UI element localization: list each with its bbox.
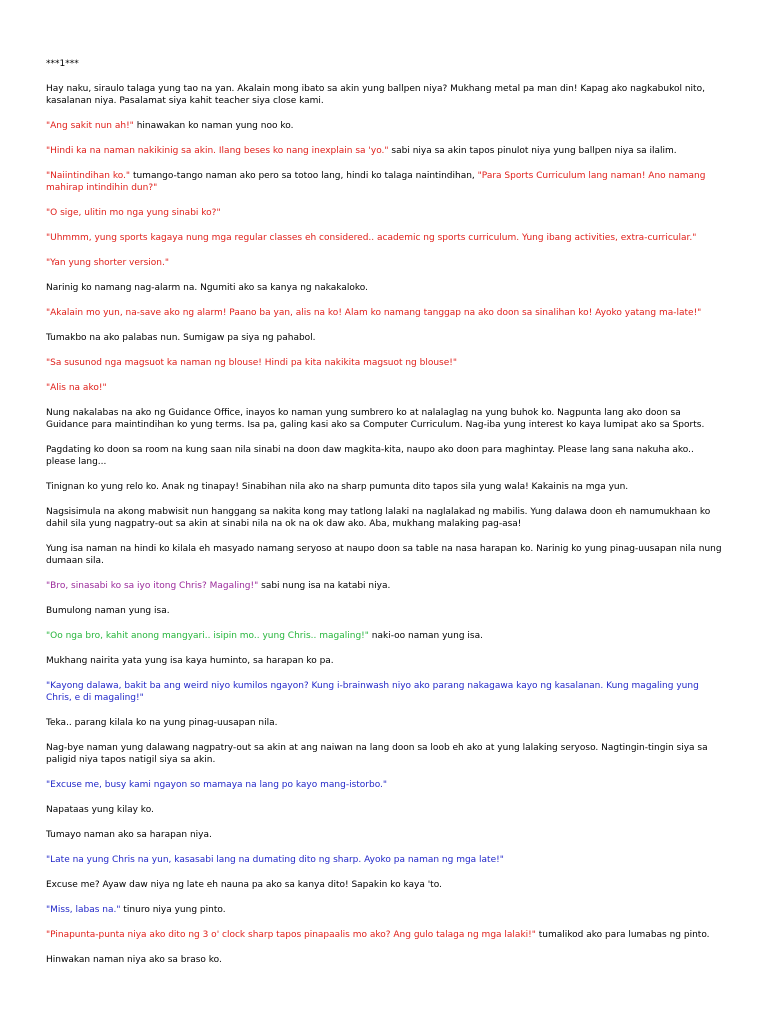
paragraph xyxy=(46,717,726,729)
dialogue-text: "Oo nga bro, kahit anong mangyari.. isipin mo.. yung Chris.. magaling!" xyxy=(46,631,369,641)
paragraph xyxy=(46,232,726,244)
paragraph xyxy=(46,580,726,592)
narration-text: tinuro niya yung pinto. xyxy=(120,905,226,915)
paragraph xyxy=(46,605,726,617)
paragraph xyxy=(46,207,726,219)
dialogue-text: "Bro, sinasabi ko sa iyo itong Chris? Magaling!" xyxy=(46,581,259,591)
dialogue-text: "Uhmmm, yung sports kagaya nung mga regular classes eh considered.. academic ng sports curriculum. Yung ibang activities, extra-curricular." xyxy=(46,233,697,243)
dialogue-text: "Miss, labas na." xyxy=(46,905,121,915)
narration-text: Napataas yung kilay ko. xyxy=(46,805,154,815)
narration-text: Nagsisimula na akong mabwisit nun hanggang sa nakita kong may tatlong lalaki na naglalakad ng mabilis. Yung dalawa doon eh namumukhaan ko dahil sila yung nagpatry-out sa akin at sinabi nila na ok na ok daw ako. Aba, mukhang malaking pag-asa! xyxy=(46,507,711,529)
paragraph xyxy=(46,357,726,369)
narration-text: Hinwakan naman niya ako sa braso ko. xyxy=(46,955,222,965)
paragraph xyxy=(46,954,726,966)
narration-text: tumalikod ako para lumabas ng pinto. xyxy=(535,930,710,940)
paragraph xyxy=(46,145,726,157)
dialogue-text: "O sige, ulitin mo nga yung sinabi ko?" xyxy=(46,208,221,218)
narration-text: Narinig ko namang nag-alarm na. Ngumiti ako sa kanya ng nakakaloko. xyxy=(46,283,368,293)
paragraph xyxy=(46,257,726,269)
dialogue-text: "Yan yung shorter version." xyxy=(46,258,169,268)
narration-text: tumango-tango naman ako pero sa totoo lang, hindi ko talaga naintindihan, xyxy=(130,171,478,181)
paragraph xyxy=(46,854,726,866)
narration-text: Bumulong naman yung isa. xyxy=(46,606,170,616)
dialogue-text: "Pinapunta-punta niya ako dito ng 3 o' clock sharp tapos pinapaalis mo ako? Ang gulo talaga ng mga lalaki!" xyxy=(46,930,536,940)
paragraph xyxy=(46,804,726,816)
dialogue-text: "Sa susunod nga magsuot ka naman ng blouse! Hindi pa kita nakikita magsuot ng blouse!" xyxy=(46,358,458,368)
paragraph xyxy=(46,779,726,791)
document-body xyxy=(46,58,726,979)
paragraph xyxy=(46,879,726,891)
narration-text: naki-oo naman yung isa. xyxy=(368,631,483,641)
narration-text: sabi niya sa akin tapos pinulot niya yung ballpen niya sa ilalim. xyxy=(388,146,677,156)
dialogue-text: "Akalain mo yun, na-save ako ng alarm! Paano ba yan, alis na ko! Alam ko namang tanggap na ako doon sa sinalihan ko! Ayoko yatang ma-late!" xyxy=(46,308,702,318)
dialogue-text: "Hindi ka na naman nakikinig sa akin. Ilang beses ko nang inexplain sa 'yo." xyxy=(46,146,389,156)
paragraph xyxy=(46,444,726,468)
dialogue-text: "Naiintindihan ko." xyxy=(46,171,131,181)
paragraph xyxy=(46,742,726,766)
paragraph xyxy=(46,680,726,704)
narration-text: Yung isa naman na hindi ko kilala eh masyado namang seryoso at naupo doon sa table na nasa harapan ko. Narinig ko yung pinag-uusapan nila nung dumaan sila. xyxy=(46,544,722,566)
paragraph xyxy=(46,407,726,431)
narration-text: Mukhang nairita yata yung isa kaya huminto, sa harapan ko pa. xyxy=(46,656,334,666)
narration-text: Tumakbo na ako palabas nun. Sumigaw pa siya ng pahabol. xyxy=(46,333,316,343)
paragraph xyxy=(46,543,726,567)
narration-text: Hay naku, siraulo talaga yung tao na yan. Akalain mong ibato sa akin yung ballpen niya? Mukhang metal pa man din! Kapag ako nagkabukol nito, kasalanan niya. Pasalamat siya kahit teacher siya close kami. xyxy=(46,84,705,106)
dialogue-text: "Ang sakit nun ah!" xyxy=(46,121,134,131)
narration-text: Tumayo naman ako sa harapan niya. xyxy=(46,830,212,840)
dialogue-text: "Para Sports Curriculum lang naman! Ano namang mahirap intindihin dun?" xyxy=(46,171,706,193)
paragraph xyxy=(46,307,726,319)
narration-text: Nag-bye naman yung dalawang nagpatry-out sa akin at ang naiwan na lang doon sa loob eh ako at yung lalaking seryoso. Nagtingin-tingin siya sa paligid niya tapos natigil siya sa akin. xyxy=(46,743,708,765)
narration-text: Nung nakalabas na ako ng Guidance Office, inayos ko naman yung sumbrero ko at nalalaglag na yung buhok ko. Nagpunta lang ako doon sa Guidance para maintindihan ko yung terms. Isa pa, galing kasi ako sa Computer Curriculum. Nag-iba yung interest ko kaya lumipat ako sa Sports. xyxy=(46,408,705,430)
narration-text: Tinignan ko yung relo ko. Anak ng tinapay! Sinabihan nila ako na sharp pumunta dito tapos sila yung wala! Kakainis na mga yun. xyxy=(46,482,629,492)
paragraph xyxy=(46,382,726,394)
dialogue-text: "Late na yung Chris na yun, kasasabi lang na dumating dito ng sharp. Ayoko pa naman ng mga late!" xyxy=(46,855,504,865)
narration-text: sabi nung isa na katabi niya. xyxy=(258,581,391,591)
paragraph xyxy=(46,170,726,194)
narration-text: Excuse me? Ayaw daw niya ng late eh nauna pa ako sa kanya dito! Sapakin ko kaya 'to. xyxy=(46,880,442,890)
paragraph xyxy=(46,630,726,642)
paragraph xyxy=(46,83,726,107)
paragraph xyxy=(46,829,726,841)
narration-text: Teka.. parang kilala ko na yung pinag-uusapan nila. xyxy=(46,718,278,728)
dialogue-text: "Kayong dalawa, bakit ba ang weird niyo kumilos ngayon? Kung i-brainwash niyo ako parang nakagawa kayo ng kasalanan. Kung magaling yung Chris, e di magaling!" xyxy=(46,681,699,703)
narration-text: hinawakan ko naman yung noo ko. xyxy=(133,121,294,131)
paragraph xyxy=(46,481,726,493)
dialogue-text: "Alis na ako!" xyxy=(46,383,107,393)
paragraph xyxy=(46,904,726,916)
paragraph xyxy=(46,506,726,530)
paragraph xyxy=(46,332,726,344)
chapter-marker: ***1*** xyxy=(46,59,79,69)
paragraph xyxy=(46,929,726,941)
paragraph xyxy=(46,120,726,132)
paragraph xyxy=(46,655,726,667)
dialogue-text: "Excuse me, busy kami ngayon so mamaya na lang po kayo mang-istorbo." xyxy=(46,780,388,790)
narration-text: Pagdating ko doon sa room na kung saan nila sinabi na doon daw magkita-kita, naupo ako doon para maghintay. Please lang sana nakuha ako.. please lang... xyxy=(46,445,694,467)
paragraph xyxy=(46,282,726,294)
